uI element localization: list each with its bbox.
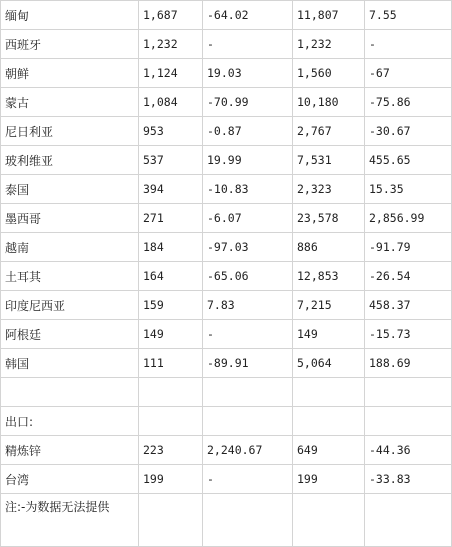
table-row	[1, 117, 452, 146]
row-value-2: -	[203, 465, 293, 494]
table-row	[1, 349, 452, 378]
row-value-1: 1,687	[139, 1, 203, 30]
row-name: 尼日利亚	[1, 117, 139, 146]
row-value-2: -0.87	[203, 117, 293, 146]
table-row	[1, 465, 452, 494]
row-value-1: 1,084	[139, 88, 203, 117]
row-value-4: -30.67	[365, 117, 452, 146]
empty-cell	[203, 494, 293, 547]
row-value-4: 188.69	[365, 349, 452, 378]
row-value-2: -	[203, 320, 293, 349]
empty-cell	[365, 378, 452, 407]
row-value-4: -33.83	[365, 465, 452, 494]
row-value-2: 19.03	[203, 59, 293, 88]
row-value-4: 15.35	[365, 175, 452, 204]
row-value-3: 149	[293, 320, 365, 349]
row-value-3: 23,578	[293, 204, 365, 233]
row-value-2: 7.83	[203, 291, 293, 320]
row-value-4: 7.55	[365, 1, 452, 30]
empty-cell	[1, 378, 139, 407]
row-value-3: 1,232	[293, 30, 365, 59]
table-row	[1, 291, 452, 320]
row-value-1: 1,232	[139, 30, 203, 59]
empty-cell	[139, 407, 203, 436]
table-row	[1, 204, 452, 233]
table-row	[1, 233, 452, 262]
row-value-3: 10,180	[293, 88, 365, 117]
row-value-2: -65.06	[203, 262, 293, 291]
row-name: 土耳其	[1, 262, 139, 291]
row-value-4: -67	[365, 59, 452, 88]
row-value-2: 19.99	[203, 146, 293, 175]
row-value-4: -	[365, 30, 452, 59]
row-name: 阿根廷	[1, 320, 139, 349]
note-row	[1, 494, 452, 547]
row-value-4: -26.54	[365, 262, 452, 291]
row-value-4: -75.86	[365, 88, 452, 117]
row-value-3: 12,853	[293, 262, 365, 291]
empty-cell	[293, 407, 365, 436]
empty-cell	[139, 378, 203, 407]
row-value-4: 2,856.99	[365, 204, 452, 233]
row-value-2: -64.02	[203, 1, 293, 30]
row-value-2: 2,240.67	[203, 436, 293, 465]
footnote: 注:-为数据无法提供	[1, 494, 139, 547]
empty-cell	[203, 407, 293, 436]
empty-row	[1, 378, 452, 407]
row-value-3: 886	[293, 233, 365, 262]
table-row	[1, 436, 452, 465]
row-name: 朝鲜	[1, 59, 139, 88]
row-value-1: 164	[139, 262, 203, 291]
row-value-2: -10.83	[203, 175, 293, 204]
row-value-1: 271	[139, 204, 203, 233]
export-section-label: 出口:	[1, 407, 139, 436]
row-name: 台湾	[1, 465, 139, 494]
row-name: 缅甸	[1, 1, 139, 30]
row-value-2: -89.91	[203, 349, 293, 378]
row-value-4: 455.65	[365, 146, 452, 175]
row-value-1: 159	[139, 291, 203, 320]
row-value-2: -97.03	[203, 233, 293, 262]
section-header-row	[1, 407, 452, 436]
row-name: 墨西哥	[1, 204, 139, 233]
row-value-3: 2,767	[293, 117, 365, 146]
row-name: 西班牙	[1, 30, 139, 59]
row-value-3: 649	[293, 436, 365, 465]
row-value-4: -91.79	[365, 233, 452, 262]
row-value-3: 199	[293, 465, 365, 494]
row-value-3: 1,560	[293, 59, 365, 88]
row-name: 泰国	[1, 175, 139, 204]
empty-cell	[203, 378, 293, 407]
row-value-3: 7,531	[293, 146, 365, 175]
row-name: 蒙古	[1, 88, 139, 117]
table-row	[1, 88, 452, 117]
row-value-4: -44.36	[365, 436, 452, 465]
row-value-1: 199	[139, 465, 203, 494]
row-value-1: 537	[139, 146, 203, 175]
row-value-3: 7,215	[293, 291, 365, 320]
row-value-2: -	[203, 30, 293, 59]
empty-cell	[365, 494, 452, 547]
row-value-2: -70.99	[203, 88, 293, 117]
row-value-2: -6.07	[203, 204, 293, 233]
empty-cell	[139, 494, 203, 547]
row-value-1: 394	[139, 175, 203, 204]
empty-cell	[293, 378, 365, 407]
row-name: 越南	[1, 233, 139, 262]
row-name: 韩国	[1, 349, 139, 378]
table-row	[1, 59, 452, 88]
row-value-4: 458.37	[365, 291, 452, 320]
row-value-1: 1,124	[139, 59, 203, 88]
table-row	[1, 146, 452, 175]
table-row	[1, 1, 452, 30]
row-value-3: 5,064	[293, 349, 365, 378]
table-row	[1, 320, 452, 349]
row-value-3: 2,323	[293, 175, 365, 204]
table-row	[1, 175, 452, 204]
row-value-4: -15.73	[365, 320, 452, 349]
row-name: 玻利维亚	[1, 146, 139, 175]
row-value-3: 11,807	[293, 1, 365, 30]
row-name: 精炼锌	[1, 436, 139, 465]
row-value-1: 953	[139, 117, 203, 146]
row-name: 印度尼西亚	[1, 291, 139, 320]
row-value-1: 184	[139, 233, 203, 262]
empty-cell	[365, 407, 452, 436]
row-value-1: 149	[139, 320, 203, 349]
table-row	[1, 30, 452, 59]
row-value-1: 223	[139, 436, 203, 465]
table-row	[1, 262, 452, 291]
empty-cell	[293, 494, 365, 547]
row-value-1: 111	[139, 349, 203, 378]
